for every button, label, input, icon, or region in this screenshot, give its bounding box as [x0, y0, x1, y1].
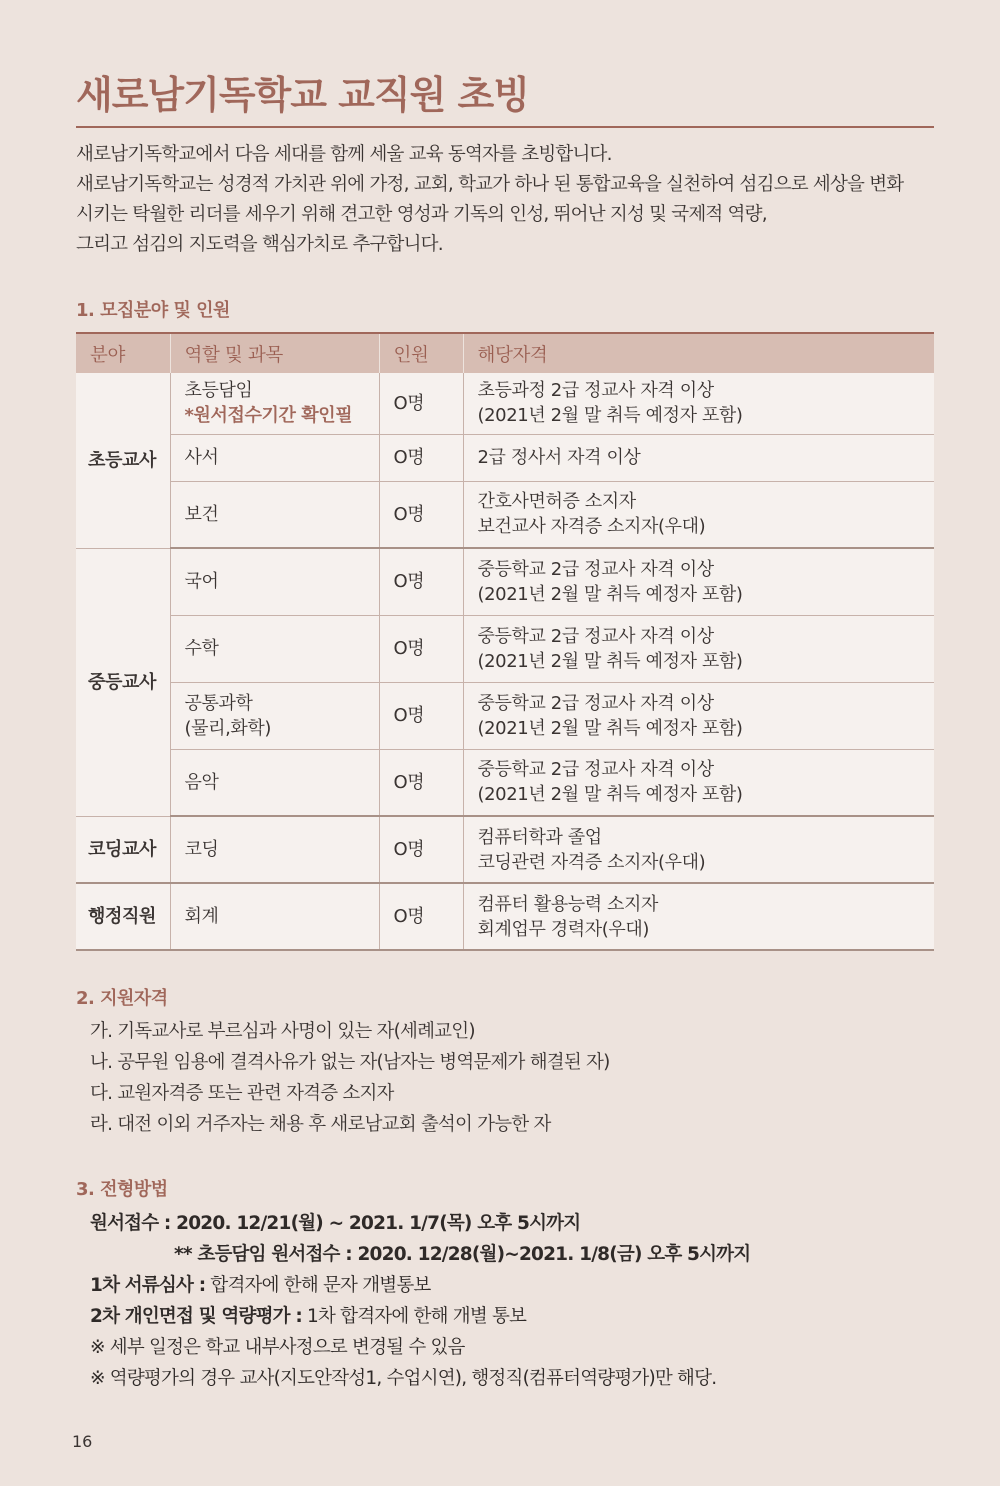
intro-line: 그리고 섬김의 지도력을 핵심가치로 추구합니다. — [76, 234, 443, 255]
header-count: 인원 — [379, 333, 463, 373]
qualification-line: 컴퓨터 활용능력 소지자 — [477, 893, 659, 915]
count-cell: O명 — [379, 481, 463, 548]
qualification-line: 간호사면허증 소지자 — [477, 491, 636, 513]
table-row — [76, 481, 934, 548]
qualification-cell — [463, 548, 934, 615]
qualification-line: 중등학교 2급 정교사 자격 이상 — [477, 625, 714, 647]
count-cell: O명 — [379, 749, 463, 816]
category-cell: 초등교사 — [76, 373, 170, 548]
application-period: 원서접수 : 2020. 12/21(월) ~ 2021. 1/7(목) 오후 5시까지 — [90, 1213, 581, 1234]
count-cell: O명 — [379, 548, 463, 615]
table-row — [76, 615, 934, 682]
table-row — [76, 749, 934, 816]
category-cell: 중등교사 — [76, 548, 170, 816]
qualification-cell — [463, 373, 934, 434]
intro-line: 새로남기독학교에서 다음 세대를 함께 세울 교육 동역자를 초빙합니다. — [76, 144, 612, 165]
table-row — [76, 548, 934, 615]
intro-line: 새로남기독학교는 성경적 가치관 위에 가정, 교회, 학교가 하나 된 통합교육을 실천하여 섬김으로 세상을 변화 — [76, 174, 904, 195]
role-cell — [170, 682, 379, 749]
count-cell: O명 — [379, 682, 463, 749]
list-item: 나. 공무원 임용에 결격사유가 없는 자(남자는 병역문제가 해결된 자) — [90, 1052, 610, 1073]
count-cell: O명 — [379, 816, 463, 883]
role-text: 공통과학 — [184, 692, 253, 714]
recruitment-table — [76, 332, 934, 951]
title-divider — [76, 126, 934, 128]
table-row — [76, 816, 934, 883]
qualification-line: (2021년 2월 말 취득 예정자 포함) — [477, 650, 743, 672]
role-text: (물리,화학) — [184, 717, 272, 739]
elementary-application-period: ** 초등담임 원서접수 : 2020. 12/28(월)~2021. 1/8(금) 오후 5시까지 — [174, 1244, 751, 1265]
header-field: 분야 — [76, 333, 170, 373]
category-cell: 코딩교사 — [76, 816, 170, 883]
qualification-line: 중등학교 2급 정교사 자격 이상 — [477, 759, 714, 781]
qualification-cell — [463, 615, 934, 682]
qualification-cell — [463, 749, 934, 816]
intro-text — [76, 140, 936, 260]
table-row — [76, 682, 934, 749]
role-cell: 코딩 — [170, 816, 379, 883]
role-cell: 사서 — [170, 434, 379, 481]
step2-line — [90, 1301, 750, 1332]
section-title-eligibility: 2. 지원자격 — [76, 988, 168, 1009]
count-cell: O명 — [379, 373, 463, 434]
count-cell: O명 — [379, 615, 463, 682]
qualification-line: (2021년 2월 말 취득 예정자 포함) — [477, 717, 743, 739]
qualification-line: 초등과정 2급 정교사 자격 이상 — [477, 380, 714, 402]
intro-line: 시키는 탁월한 리더를 세우기 위해 견고한 영성과 기독의 인성, 뛰어난 지성 및 국제적 역량, — [76, 204, 767, 225]
qualification-cell: 2급 정사서 자격 이상 — [463, 434, 934, 481]
page-number: 16 — [72, 1432, 93, 1451]
list-item: 가. 기독교사로 부르심과 사명이 있는 자(세례교인) — [90, 1021, 475, 1042]
list-item: 다. 교원자격증 또는 관련 자격증 소지자 — [90, 1083, 394, 1104]
header-qualification: 해당자격 — [463, 333, 934, 373]
qualification-cell — [463, 883, 934, 950]
qualification-line: 코딩관련 자격증 소지자(우대) — [477, 851, 706, 873]
table-row — [76, 883, 934, 950]
step2-label: 2차 개인면접 및 역량평가 : — [90, 1306, 302, 1327]
count-cell: O명 — [379, 434, 463, 481]
qualification-line: (2021년 2월 말 취득 예정자 포함) — [477, 583, 743, 605]
qualification-line: 중등학교 2급 정교사 자격 이상 — [477, 558, 714, 580]
count-cell: O명 — [379, 883, 463, 950]
step1-label: 1차 서류심사 : — [90, 1275, 206, 1296]
table-row — [76, 434, 934, 481]
role-cell: 보건 — [170, 481, 379, 548]
qualification-line: 중등학교 2급 정교사 자격 이상 — [477, 692, 714, 714]
category-cell: 행정직원 — [76, 883, 170, 950]
step1-line — [90, 1270, 750, 1301]
table-header-row — [76, 333, 934, 373]
role-note: *원서접수기간 확인필 — [184, 405, 353, 427]
qualification-line: 컴퓨터학과 졸업 — [477, 826, 602, 848]
list-item: 라. 대전 이외 거주자는 채용 후 새로남교회 출석이 가능한 자 — [90, 1114, 551, 1135]
section-title-recruitment: 1. 모집분야 및 인원 — [76, 300, 230, 321]
note-line: ※ 역량평가의 경우 교사(지도안작성1, 수업시연), 행정직(컴퓨터역량평가)만 해당. — [90, 1368, 717, 1389]
role-cell: 회계 — [170, 883, 379, 950]
header-role: 역할 및 과목 — [170, 333, 379, 373]
role-cell — [170, 373, 379, 434]
role-cell: 국어 — [170, 548, 379, 615]
page-title: 새로남기독학교 교직원 초빙 — [76, 73, 529, 117]
qualification-cell — [463, 816, 934, 883]
qualification-cell — [463, 682, 934, 749]
role-cell: 수학 — [170, 615, 379, 682]
qualification-line: 보건교사 자격증 소지자(우대) — [477, 516, 706, 538]
eligibility-list — [90, 1016, 609, 1140]
selection-method — [90, 1208, 750, 1394]
role-text: 초등담임 — [184, 380, 253, 402]
note-line: ※ 세부 일정은 학교 내부사정으로 변경될 수 있음 — [90, 1337, 465, 1358]
table-row — [76, 373, 934, 434]
step2-text: 1차 합격자에 한해 개별 통보 — [301, 1306, 527, 1327]
qualification-line: 회계업무 경력자(우대) — [477, 918, 649, 940]
section-title-selection: 3. 전형방법 — [76, 1179, 168, 1200]
qualification-line: (2021년 2월 말 취득 예정자 포함) — [477, 784, 743, 806]
step1-text: 합격자에 한해 문자 개별통보 — [205, 1275, 431, 1296]
role-cell: 음악 — [170, 749, 379, 816]
qualification-line: (2021년 2월 말 취득 예정자 포함) — [477, 405, 743, 427]
qualification-cell — [463, 481, 934, 548]
